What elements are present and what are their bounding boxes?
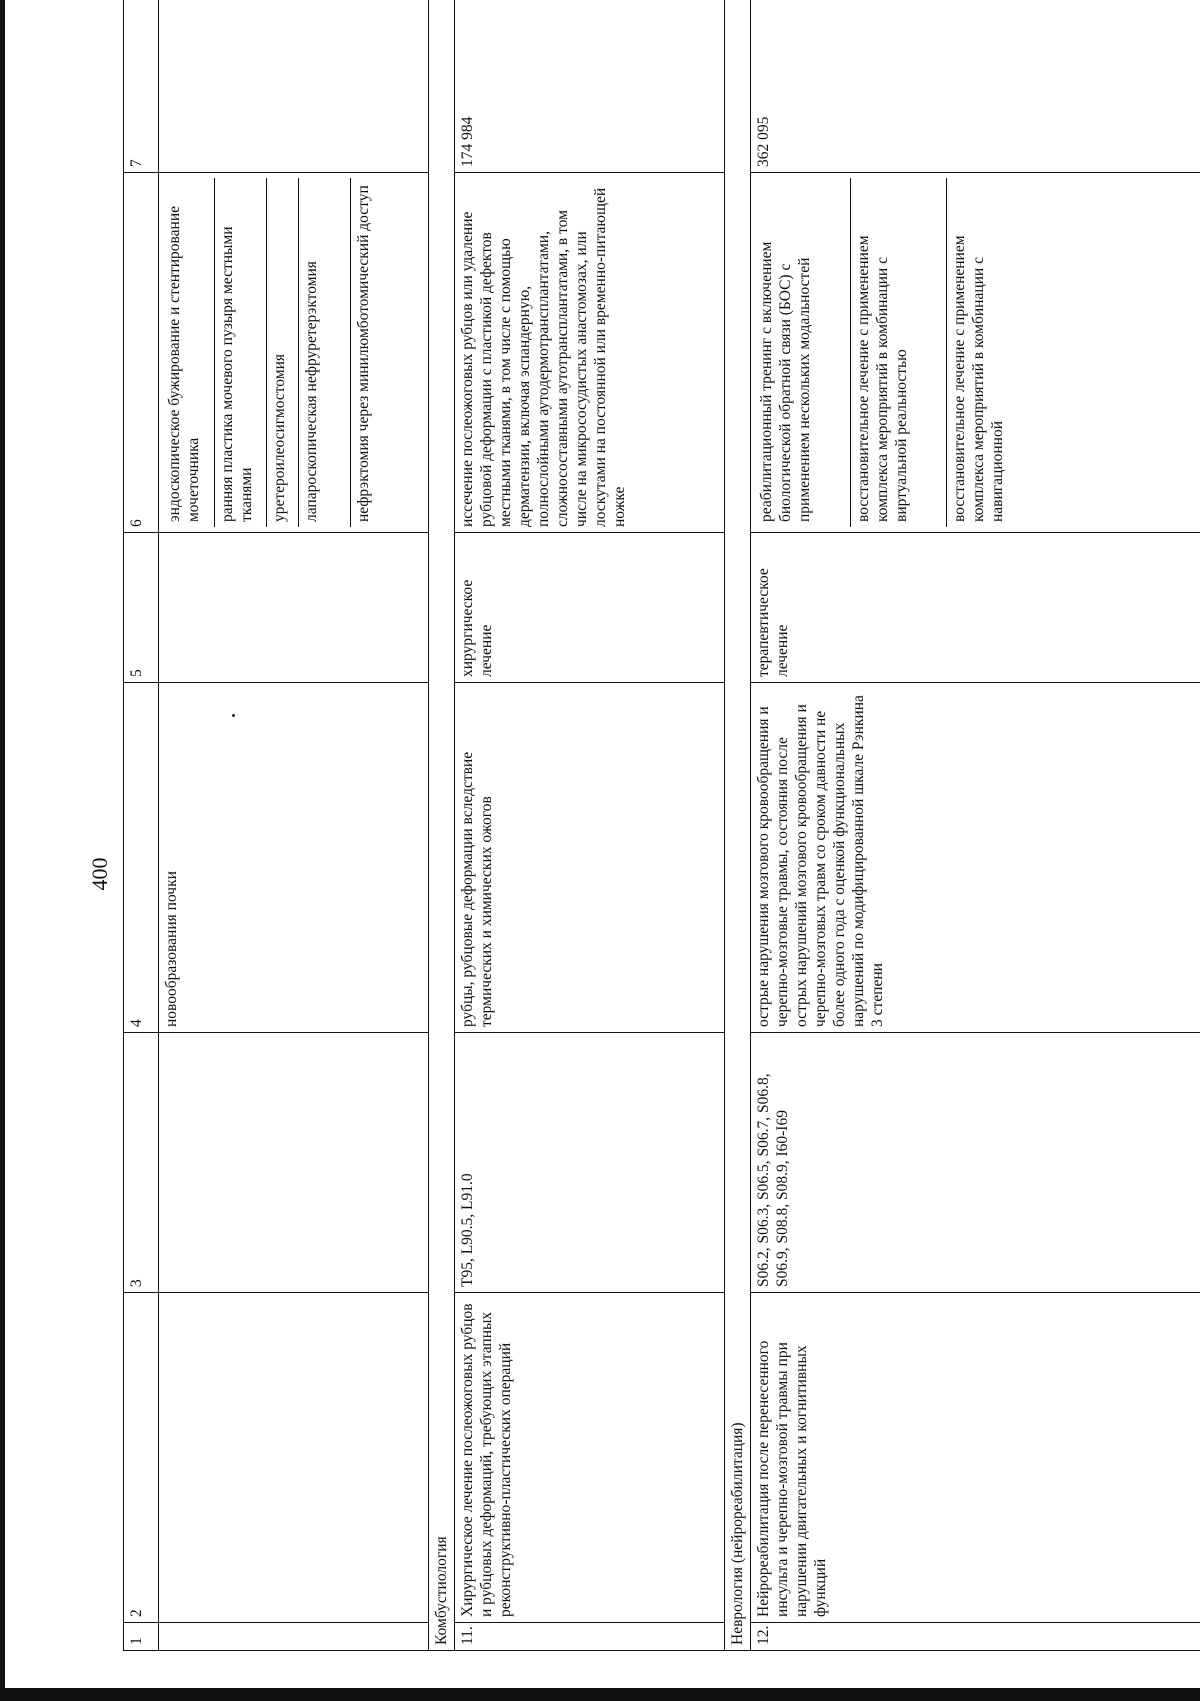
section-title-neuro: Неврология (нейрореабилитация) [725, 0, 751, 1651]
method-item: эндоскопическое бужирование и стентирование мочеточника [162, 178, 214, 527]
table-row-11 [455, 0, 725, 1651]
col-header-4: 4 [124, 683, 159, 1033]
scan-edge-bottom [0, 1688, 1200, 1701]
cell-c7: 174 984 [455, 0, 725, 173]
table-row-continuation [159, 0, 429, 1651]
header-row [124, 0, 159, 1651]
section-row [725, 0, 751, 1651]
cell-c1: 12. [751, 1623, 1200, 1651]
method-list [162, 178, 425, 527]
method-item: лапароскопическая нефруретерэктомия [298, 178, 350, 527]
cell-c3 [159, 1033, 429, 1293]
method-item: реабилитационный тренинг с включением биологической обратной связи (БОС) с применением нескольких модальностей [754, 178, 850, 527]
cell-c5: хирургическое лечение [455, 533, 725, 683]
cell-c2 [159, 1293, 429, 1623]
method-item: ранняя пластика мочевого пузыря местными тканями [214, 178, 266, 527]
cell-c4: новообразования почки [159, 683, 429, 1033]
method-item: восстановительное лечение с применением комплекса мероприятий в комбинации с виртуальной реальностью [850, 178, 946, 527]
scan-edge-left [0, 0, 5, 1701]
cell-c3: T95, L90.5, L91.0 [455, 1033, 725, 1293]
cell-c7: 362 095 [751, 0, 1200, 173]
cell-c4: рубцы, рубцовые деформации вследствие термических и химических ожогов [455, 683, 725, 1033]
cell-c6-list [751, 173, 1200, 533]
page-number: 400 [87, 857, 112, 891]
cell-c1 [159, 1623, 429, 1651]
col-header-1: 1 [124, 1623, 159, 1651]
cell-c2: Хирургическое лечение послеожоговых рубцов и рубцовых деформаций, требующих этапных реконструктивно-пластических операций [455, 1293, 725, 1623]
section-row [429, 0, 455, 1651]
method-item: нефрэктомия через минилюмботомический доступ [354, 185, 372, 522]
cell-c6: иссечение послеожоговых рубцов или удаление рубцовой деформации с пластикой дефектов местными тканями, в том числе с помощью дерматензии, включая эспандерную, полнослойными аутодермотрансплантатами, сложносоставными аутотрансплантатами, в том числе на микрососудистых анастомозах, или лоскутами на постоянной или временно-питающей ножке [455, 173, 725, 533]
cell-c3: S06.2, S06.3, S06.5, S06.7, S06.8, S06.9, S08.8, S08.9, I60-I69 [751, 1033, 1200, 1293]
method-list [754, 178, 1200, 527]
section-title-burns: Комбустиология [429, 0, 455, 1651]
cell-c4: острые нарушения мозгового кровообращения и черепно-мозговые травмы, состояния после острых нарушений мозгового кровообращения и черепно-мозговых травм со сроком давности не более одного года с оценкой функциональных нарушений по модифицированной шкале Рэнкина 3 степени [751, 683, 1200, 1033]
table-row-12 [751, 0, 1200, 1651]
col-header-3: 3 [124, 1033, 159, 1293]
col-header-5: 5 [124, 533, 159, 683]
cell-c5 [159, 533, 429, 683]
col-header-6: 6 [124, 173, 159, 533]
method-item: уретероилеосигмостомия [266, 178, 298, 527]
cell-c2: Нейрореабилитация после перенесенного инсульта и черепно-мозговой травмы при нарушении двигательных и когнитивных функций [751, 1293, 1200, 1623]
cell-c5: терапевтическое лечение [751, 533, 1200, 683]
cell-c7 [159, 0, 429, 173]
services-table [123, 0, 1200, 1651]
cell-c1: 11. [455, 1623, 725, 1651]
method-item: восстановительное лечение с применением комплекса мероприятий в комбинации с навигационной [950, 235, 1006, 522]
rotated-table-wrapper [123, 0, 1200, 1651]
cell-c6-list [159, 173, 429, 533]
col-header-7: 7 [124, 0, 159, 173]
col-header-2: 2 [124, 1293, 159, 1623]
